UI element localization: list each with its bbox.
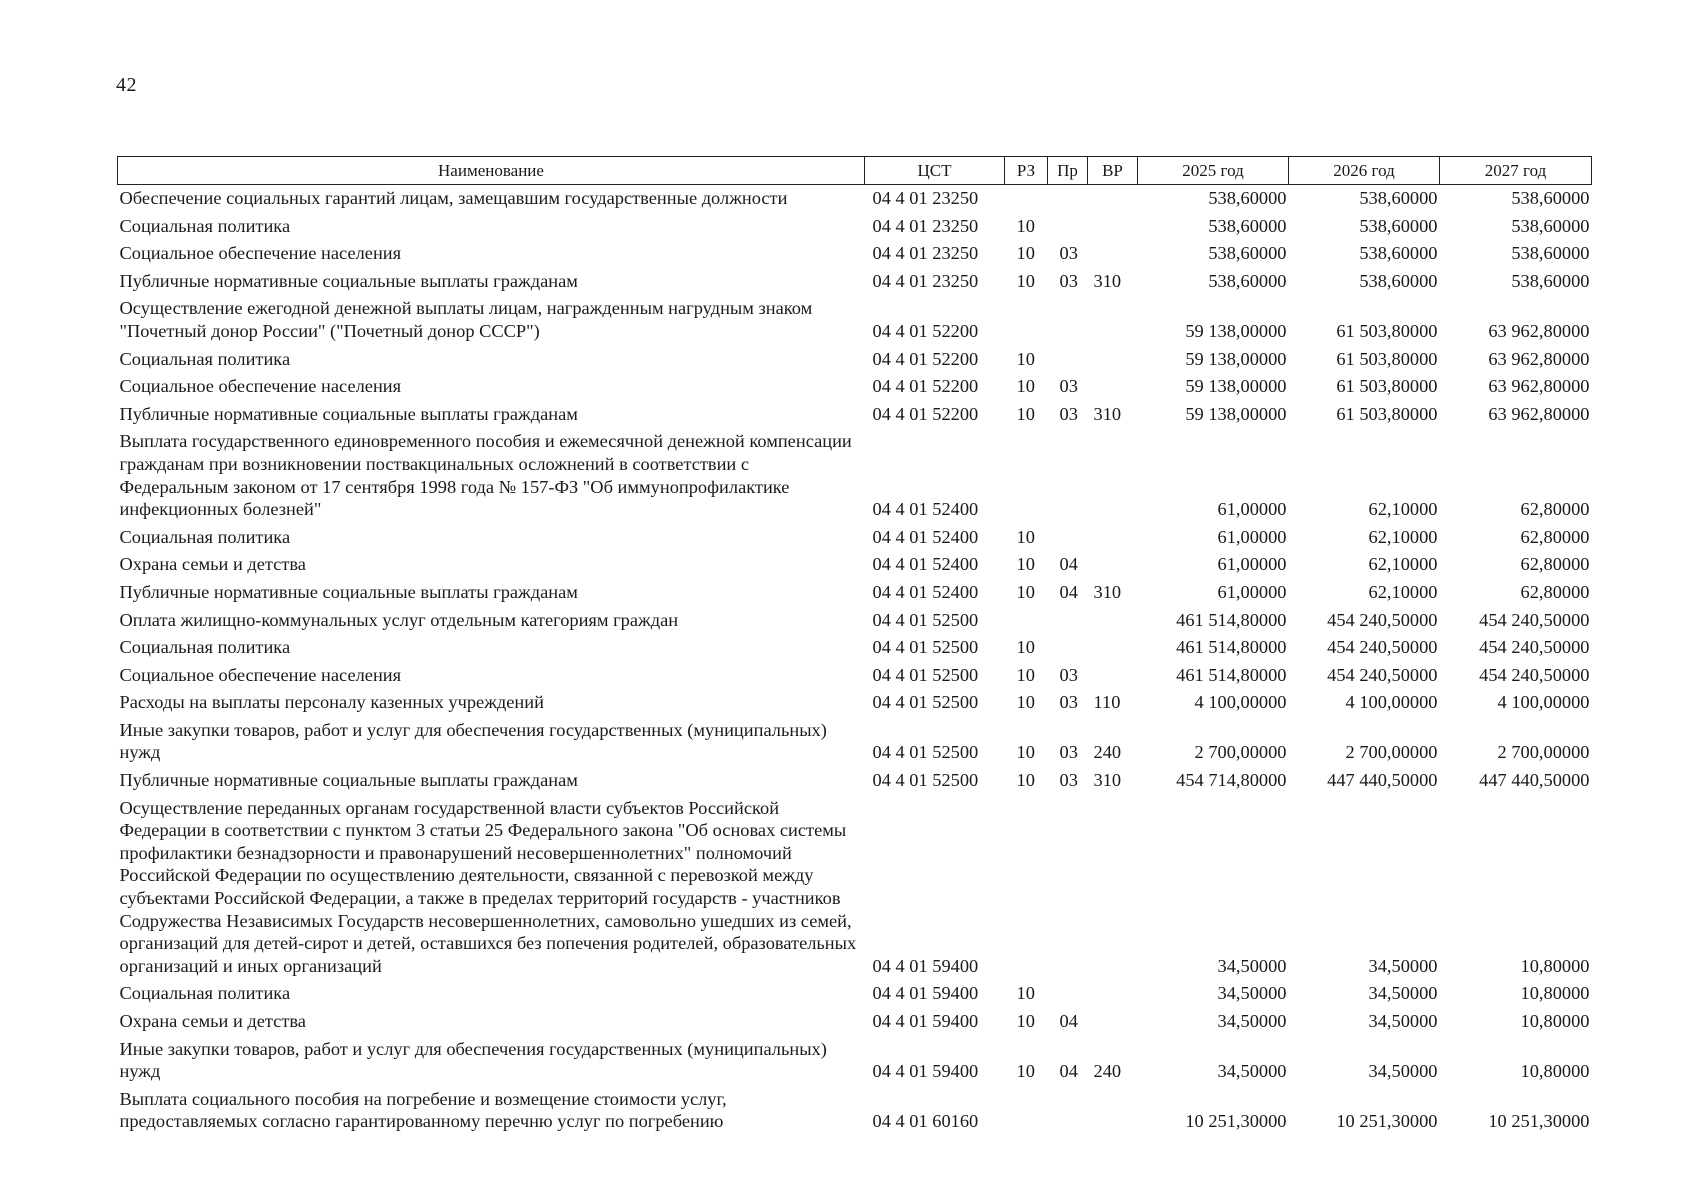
cell-pr bbox=[1048, 295, 1088, 345]
header-vr: ВР bbox=[1088, 157, 1138, 185]
cell-name: Осуществление переданных органам государственной власти субъектов Российской Федерации в соответствии с пунктом 3 статьи 25 Федерального закона "Об основах системы профилактики безнадзорности и правонарушений несовершеннолетних" полномочий Российской Федерации по осуществлению деятельности, связанной с перевозкой между субъектами Российской Федерации, а также в пределах территорий государств - участников Содружества Независимых Государств несовершеннолетних, самовольно ушедших из семей, организаций для детей-сирот и детей, оставшихся без попечения родителей, образовательных организаций и иных организаций bbox=[119, 797, 857, 976]
cell-name: Публичные нормативные социальные выплаты гражданам bbox=[119, 403, 578, 424]
cell-2025: 4 100,00000 bbox=[1194, 692, 1287, 713]
cell-cst: 04 4 01 52200 bbox=[872, 403, 979, 424]
cell-pr: 03 bbox=[1059, 403, 1078, 424]
cell-2027: 63 962,80000 bbox=[1488, 348, 1590, 369]
cell-name: Публичные нормативные социальные выплаты гражданам bbox=[119, 581, 578, 602]
cell-2026: 34,50000 bbox=[1368, 955, 1438, 976]
cell-2025: 538,60000 bbox=[1208, 270, 1287, 291]
cell-vr: 110 bbox=[1093, 692, 1121, 713]
table-row bbox=[118, 551, 1592, 579]
table-row bbox=[118, 524, 1592, 552]
cell-rz bbox=[1005, 607, 1048, 635]
cell-2027: 10,80000 bbox=[1520, 1061, 1590, 1082]
cell-name: Выплата социального пособия на погребение и возмещение стоимости услуг, предоставляемых согласно гарантированному перечню услуг по погребению bbox=[119, 1088, 727, 1132]
cell-cst: 04 4 01 23250 bbox=[872, 270, 979, 291]
cell-vr: 310 bbox=[1093, 403, 1122, 424]
cell-2026: 61 503,80000 bbox=[1336, 320, 1438, 341]
table-row bbox=[118, 240, 1592, 268]
cell-2027: 454 240,50000 bbox=[1479, 664, 1590, 685]
cell-2025: 59 138,00000 bbox=[1185, 320, 1287, 341]
cell-pr: 04 bbox=[1059, 1061, 1078, 1082]
cell-pr: 04 bbox=[1059, 581, 1078, 602]
cell-vr bbox=[1088, 295, 1138, 345]
cell-vr bbox=[1088, 185, 1138, 213]
cell-rz: 10 bbox=[1016, 637, 1035, 658]
header-pr: Пр bbox=[1048, 157, 1088, 185]
cell-2025: 538,60000 bbox=[1208, 243, 1287, 264]
cell-pr bbox=[1048, 1086, 1088, 1136]
cell-rz bbox=[1005, 428, 1048, 523]
table-row bbox=[118, 795, 1592, 981]
cell-cst: 04 4 01 59400 bbox=[872, 983, 979, 1004]
cell-2027: 447 440,50000 bbox=[1479, 770, 1590, 791]
cell-rz: 10 bbox=[1016, 692, 1035, 713]
table-row bbox=[118, 689, 1592, 717]
cell-pr bbox=[1048, 213, 1088, 241]
cell-vr: 240 bbox=[1093, 1061, 1122, 1082]
cell-rz: 10 bbox=[1016, 376, 1035, 397]
table-row bbox=[118, 428, 1592, 523]
table-row bbox=[118, 662, 1592, 690]
cell-rz: 10 bbox=[1016, 983, 1035, 1004]
cell-2027: 538,60000 bbox=[1511, 188, 1590, 208]
cell-2026: 454 240,50000 bbox=[1327, 664, 1438, 685]
cell-vr bbox=[1088, 213, 1138, 241]
table-row bbox=[118, 346, 1592, 374]
cell-2025: 61,00000 bbox=[1217, 526, 1287, 547]
cell-2027: 10 251,30000 bbox=[1488, 1111, 1590, 1132]
table-row bbox=[118, 373, 1592, 401]
cell-cst: 04 4 01 23250 bbox=[872, 188, 979, 208]
cell-cst: 04 4 01 52400 bbox=[872, 554, 979, 575]
table-row bbox=[118, 767, 1592, 795]
cell-pr bbox=[1048, 524, 1088, 552]
cell-2025: 10 251,30000 bbox=[1185, 1111, 1287, 1132]
cell-vr bbox=[1088, 1008, 1138, 1036]
cell-2025: 59 138,00000 bbox=[1185, 403, 1287, 424]
cell-2026: 34,50000 bbox=[1368, 1061, 1438, 1082]
cell-rz: 10 bbox=[1016, 243, 1035, 264]
cell-name: Социальная политика bbox=[119, 983, 291, 1004]
cell-name: Осуществление ежегодной денежной выплаты лицам, награжденным нагрудным знаком "Почетный донор России" ("Почетный донор СССР") bbox=[119, 298, 813, 341]
cell-rz: 10 bbox=[1016, 526, 1035, 547]
cell-2027: 538,60000 bbox=[1511, 215, 1590, 236]
cell-pr: 03 bbox=[1059, 692, 1078, 713]
cell-vr bbox=[1088, 980, 1138, 1008]
cell-2025: 61,00000 bbox=[1217, 581, 1287, 602]
cell-rz: 10 bbox=[1016, 581, 1035, 602]
cell-name: Социальное обеспечение населения bbox=[119, 664, 402, 685]
table-body bbox=[118, 185, 1592, 1136]
cell-vr: 310 bbox=[1093, 270, 1122, 291]
cell-2026: 62,10000 bbox=[1368, 526, 1438, 547]
table-row bbox=[118, 634, 1592, 662]
header-row bbox=[118, 157, 1592, 185]
cell-name: Обеспечение социальных гарантий лицам, замещавшим государственные должности bbox=[119, 188, 788, 208]
cell-name: Социальное обеспечение населения bbox=[119, 243, 402, 264]
cell-rz: 10 bbox=[1016, 554, 1035, 575]
cell-name: Публичные нормативные социальные выплаты гражданам bbox=[119, 770, 578, 791]
header-2026: 2026 год bbox=[1289, 157, 1440, 185]
cell-2027: 538,60000 bbox=[1511, 270, 1590, 291]
cell-2026: 454 240,50000 bbox=[1327, 637, 1438, 658]
cell-vr bbox=[1088, 1086, 1138, 1136]
cell-cst: 04 4 01 59400 bbox=[872, 1061, 979, 1082]
cell-pr: 04 bbox=[1059, 1011, 1078, 1031]
cell-2026: 62,10000 bbox=[1368, 499, 1438, 520]
table-row bbox=[118, 213, 1592, 241]
cell-2027: 10,80000 bbox=[1520, 983, 1590, 1004]
table-row bbox=[118, 268, 1592, 296]
cell-name: Публичные нормативные социальные выплаты гражданам bbox=[119, 270, 578, 291]
cell-vr: 240 bbox=[1093, 742, 1122, 763]
cell-2026: 454 240,50000 bbox=[1327, 609, 1438, 630]
cell-pr: 03 bbox=[1059, 270, 1078, 291]
cell-cst: 04 4 01 52400 bbox=[872, 581, 979, 602]
cell-vr bbox=[1088, 428, 1138, 523]
cell-cst: 04 4 01 52500 bbox=[872, 609, 979, 630]
cell-2027: 63 962,80000 bbox=[1488, 376, 1590, 397]
cell-2027: 63 962,80000 bbox=[1488, 403, 1590, 424]
table-row bbox=[118, 717, 1592, 767]
cell-2026: 61 503,80000 bbox=[1336, 403, 1438, 424]
table-row bbox=[118, 1086, 1592, 1136]
cell-name: Иные закупки товаров, работ и услуг для обеспечения государственных (муниципальных) нужд bbox=[119, 719, 827, 763]
cell-cst: 04 4 01 52200 bbox=[872, 320, 979, 341]
cell-pr bbox=[1048, 634, 1088, 662]
cell-pr: 03 bbox=[1059, 664, 1078, 685]
table-row bbox=[118, 401, 1592, 429]
cell-2025: 461 514,80000 bbox=[1176, 637, 1287, 658]
table-row bbox=[118, 295, 1592, 345]
cell-2026: 34,50000 bbox=[1368, 1011, 1438, 1031]
cell-cst: 04 4 01 52500 bbox=[872, 664, 979, 685]
table-row bbox=[118, 980, 1592, 1008]
cell-2026: 538,60000 bbox=[1359, 188, 1438, 208]
cell-cst: 04 4 01 52200 bbox=[872, 376, 979, 397]
table-row bbox=[118, 1036, 1592, 1086]
cell-2027: 63 962,80000 bbox=[1488, 320, 1590, 341]
cell-2026: 61 503,80000 bbox=[1336, 376, 1438, 397]
cell-rz: 10 bbox=[1016, 270, 1035, 291]
cell-2026: 4 100,00000 bbox=[1345, 692, 1438, 713]
page-number: 42 bbox=[116, 74, 137, 96]
cell-2026: 538,60000 bbox=[1359, 215, 1438, 236]
cell-cst: 04 4 01 59400 bbox=[872, 1011, 979, 1031]
cell-2027: 62,80000 bbox=[1520, 526, 1590, 547]
cell-pr bbox=[1048, 346, 1088, 374]
cell-2025: 34,50000 bbox=[1217, 1061, 1287, 1082]
header-cst: ЦСТ bbox=[865, 157, 1005, 185]
cell-pr: 03 bbox=[1059, 742, 1078, 763]
cell-cst: 04 4 01 59400 bbox=[872, 955, 979, 976]
cell-pr bbox=[1048, 428, 1088, 523]
header-2027: 2027 год bbox=[1440, 157, 1592, 185]
cell-cst: 04 4 01 52500 bbox=[872, 692, 979, 713]
cell-rz bbox=[1005, 185, 1048, 213]
cell-rz bbox=[1005, 795, 1048, 981]
cell-2026: 62,10000 bbox=[1368, 581, 1438, 602]
cell-pr bbox=[1048, 980, 1088, 1008]
cell-vr: 310 bbox=[1093, 770, 1122, 791]
cell-name: Иные закупки товаров, работ и услуг для обеспечения государственных (муниципальных) нужд bbox=[119, 1038, 827, 1082]
cell-2025: 34,50000 bbox=[1217, 955, 1287, 976]
cell-name: Оплата жилищно-коммунальных услуг отдельным категориям граждан bbox=[119, 609, 679, 630]
cell-2025: 61,00000 bbox=[1217, 499, 1287, 520]
cell-pr bbox=[1048, 185, 1088, 213]
table-row bbox=[118, 185, 1592, 213]
table-row bbox=[118, 579, 1592, 607]
cell-2027: 62,80000 bbox=[1520, 554, 1590, 575]
cell-2025: 34,50000 bbox=[1217, 1011, 1287, 1031]
cell-2027: 10,80000 bbox=[1520, 1011, 1590, 1031]
cell-cst: 04 4 01 23250 bbox=[872, 215, 979, 236]
cell-2025: 34,50000 bbox=[1217, 983, 1287, 1004]
cell-vr: 310 bbox=[1093, 581, 1122, 602]
cell-rz bbox=[1005, 295, 1048, 345]
cell-vr bbox=[1088, 346, 1138, 374]
cell-2027: 62,80000 bbox=[1520, 499, 1590, 520]
cell-2027: 538,60000 bbox=[1511, 243, 1590, 264]
cell-vr bbox=[1088, 240, 1138, 268]
cell-pr: 03 bbox=[1059, 376, 1078, 397]
cell-2026: 538,60000 bbox=[1359, 270, 1438, 291]
header-rz: РЗ bbox=[1005, 157, 1048, 185]
cell-2025: 454 714,80000 bbox=[1176, 770, 1287, 791]
cell-cst: 04 4 01 52200 bbox=[872, 348, 979, 369]
cell-rz: 10 bbox=[1016, 215, 1035, 236]
cell-vr bbox=[1088, 607, 1138, 635]
cell-2027: 454 240,50000 bbox=[1479, 637, 1590, 658]
cell-cst: 04 4 01 52500 bbox=[872, 742, 979, 763]
cell-name: Расходы на выплаты персоналу казенных учреждений bbox=[119, 692, 544, 713]
cell-2027: 4 100,00000 bbox=[1497, 692, 1590, 713]
cell-2025: 59 138,00000 bbox=[1185, 348, 1287, 369]
cell-2025: 2 700,00000 bbox=[1194, 742, 1287, 763]
table-row bbox=[118, 1008, 1592, 1036]
cell-pr: 04 bbox=[1059, 554, 1078, 575]
cell-name: Социальная политика bbox=[119, 348, 291, 369]
cell-2025: 461 514,80000 bbox=[1176, 609, 1287, 630]
cell-2026: 62,10000 bbox=[1368, 554, 1438, 575]
cell-rz: 10 bbox=[1016, 348, 1035, 369]
cell-name: Социальная политика bbox=[119, 215, 291, 236]
cell-2025: 61,00000 bbox=[1217, 554, 1287, 575]
cell-name: Социальная политика bbox=[119, 637, 291, 658]
cell-2027: 2 700,00000 bbox=[1497, 742, 1590, 763]
cell-name: Охрана семьи и детства bbox=[119, 1011, 306, 1031]
cell-2026: 34,50000 bbox=[1368, 983, 1438, 1004]
cell-name: Выплата государственного единовременного пособия и ежемесячной денежной компенсации гражданам при возникновении поствакцинальных осложнений в соответствии с Федеральным законом от 17 сентября 1998 года № 157-ФЗ "Об иммунопрофилактике инфекционных болезней" bbox=[119, 431, 852, 520]
cell-2026: 10 251,30000 bbox=[1336, 1111, 1438, 1132]
cell-rz: 10 bbox=[1016, 742, 1035, 763]
cell-vr bbox=[1088, 795, 1138, 981]
cell-vr bbox=[1088, 634, 1138, 662]
cell-cst: 04 4 01 52400 bbox=[872, 499, 979, 520]
header-name: Наименование bbox=[118, 157, 865, 185]
cell-rz bbox=[1005, 1086, 1048, 1136]
cell-pr bbox=[1048, 795, 1088, 981]
cell-2026: 447 440,50000 bbox=[1327, 770, 1438, 791]
cell-2027: 62,80000 bbox=[1520, 581, 1590, 602]
cell-cst: 04 4 01 52500 bbox=[872, 770, 979, 791]
cell-2026: 2 700,00000 bbox=[1345, 742, 1438, 763]
cell-name: Социальное обеспечение населения bbox=[119, 376, 402, 397]
cell-pr: 03 bbox=[1059, 243, 1078, 264]
cell-cst: 04 4 01 52500 bbox=[872, 637, 979, 658]
cell-pr: 03 bbox=[1059, 770, 1078, 791]
cell-cst: 04 4 01 52400 bbox=[872, 526, 979, 547]
cell-name: Социальная политика bbox=[119, 526, 291, 547]
cell-2026: 538,60000 bbox=[1359, 243, 1438, 264]
cell-2026: 61 503,80000 bbox=[1336, 348, 1438, 369]
cell-vr bbox=[1088, 373, 1138, 401]
cell-rz: 10 bbox=[1016, 1011, 1035, 1031]
cell-vr bbox=[1088, 551, 1138, 579]
cell-vr bbox=[1088, 524, 1138, 552]
cell-2025: 538,60000 bbox=[1208, 215, 1287, 236]
cell-cst: 04 4 01 60160 bbox=[872, 1111, 979, 1132]
cell-2027: 454 240,50000 bbox=[1479, 609, 1590, 630]
header-2025: 2025 год bbox=[1138, 157, 1289, 185]
cell-vr bbox=[1088, 662, 1138, 690]
cell-pr bbox=[1048, 607, 1088, 635]
cell-2025: 461 514,80000 bbox=[1176, 664, 1287, 685]
cell-name: Охрана семьи и детства bbox=[119, 554, 306, 575]
cell-rz: 10 bbox=[1016, 403, 1035, 424]
table-row bbox=[118, 607, 1592, 635]
cell-2025: 538,60000 bbox=[1208, 188, 1287, 208]
cell-cst: 04 4 01 23250 bbox=[872, 243, 979, 264]
table-header bbox=[118, 157, 1592, 185]
cell-rz: 10 bbox=[1016, 1061, 1035, 1082]
cell-rz: 10 bbox=[1016, 770, 1035, 791]
cell-rz: 10 bbox=[1016, 664, 1035, 685]
cell-2025: 59 138,00000 bbox=[1185, 376, 1287, 397]
budget-table bbox=[117, 156, 1592, 1136]
cell-2027: 10,80000 bbox=[1520, 955, 1590, 976]
budget-table-container bbox=[117, 156, 1591, 1136]
